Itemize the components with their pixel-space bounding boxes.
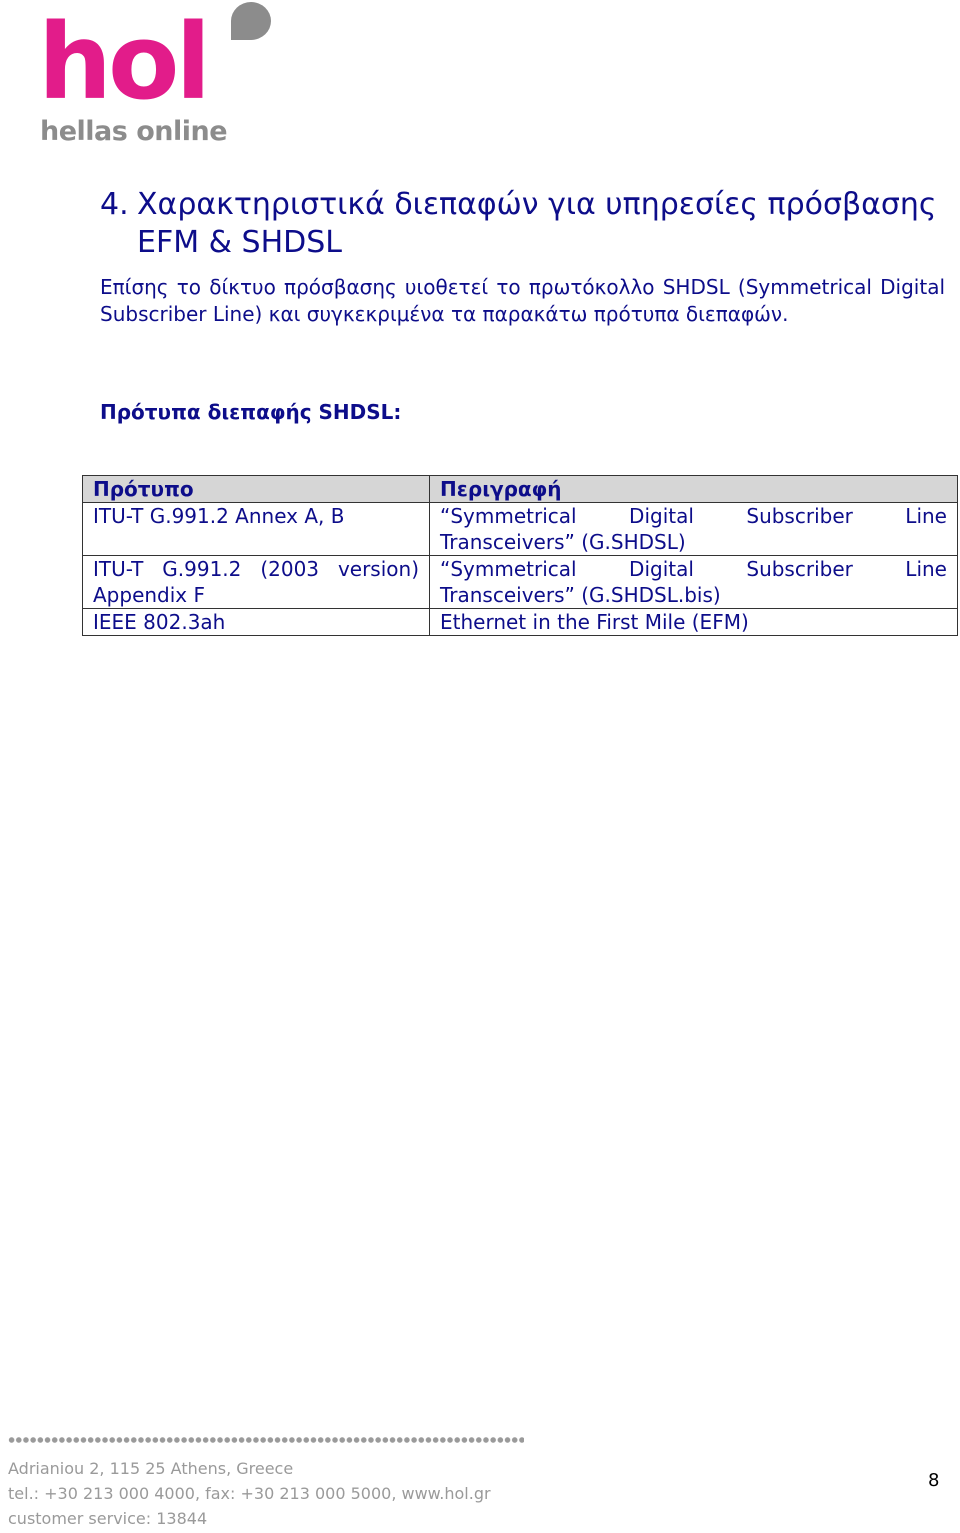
- footer-address: Adrianiou 2, 115 25 Athens, Greece: [8, 1459, 294, 1478]
- table-row: [83, 609, 958, 636]
- standards-table: [82, 475, 958, 636]
- footer-contact: tel.: +30 213 000 4000, fax: +30 213 000 5000, www.hol.gr: [8, 1484, 491, 1503]
- footer-address-block: [8, 1456, 491, 1531]
- page-number: 8: [928, 1470, 940, 1491]
- section-title-line2: EFM & SHDSL: [137, 225, 343, 260]
- section-title: [100, 186, 950, 262]
- footer-service: customer service: 13844: [8, 1509, 208, 1528]
- section-title-line1: Χαρακτηριστικά διεπαφών για υπηρεσίες πρόσβασης: [137, 187, 937, 222]
- table-row: [83, 503, 958, 556]
- table-cell-standard: ITU-T G.991.2 Annex A, B: [83, 503, 430, 556]
- table-row: [83, 556, 958, 609]
- table-header-row: [83, 476, 958, 503]
- intro-paragraph: Επίσης το δίκτυο πρόσβασης υιοθετεί το πρωτόκολλο SHDSL (Symmetrical Digital Subscriber Line) και συγκεκριμένα τα παρακάτω πρότυπα διεπαφών.: [100, 275, 945, 326]
- table-header-standard: Πρότυπο: [83, 476, 430, 503]
- logo-speech-dot-icon: [231, 2, 271, 40]
- table-cell-description: “Symmetrical Digital Subscriber Line Transceivers” (G.SHDSL.bis): [430, 556, 958, 609]
- table-cell-standard: ITU-T G.991.2 (2003 version) Appendix F: [83, 556, 430, 609]
- table-header-description: Περιγραφή: [430, 476, 958, 503]
- table-cell-standard: IEEE 802.3ah: [83, 609, 430, 636]
- section-number: 4.: [100, 187, 129, 222]
- hol-logo: [36, 0, 286, 160]
- logo-wordmark: hol: [38, 1, 208, 123]
- subheading: Πρότυπα διεπαφής SHDSL:: [100, 400, 402, 424]
- footer-dotted-divider: [8, 1436, 524, 1444]
- table-cell-description: “Symmetrical Digital Subscriber Line Transceivers” (G.SHDSL): [430, 503, 958, 556]
- table-cell-description: Ethernet in the First Mile (EFM): [430, 609, 958, 636]
- logo-tagline: hellas online: [40, 116, 228, 147]
